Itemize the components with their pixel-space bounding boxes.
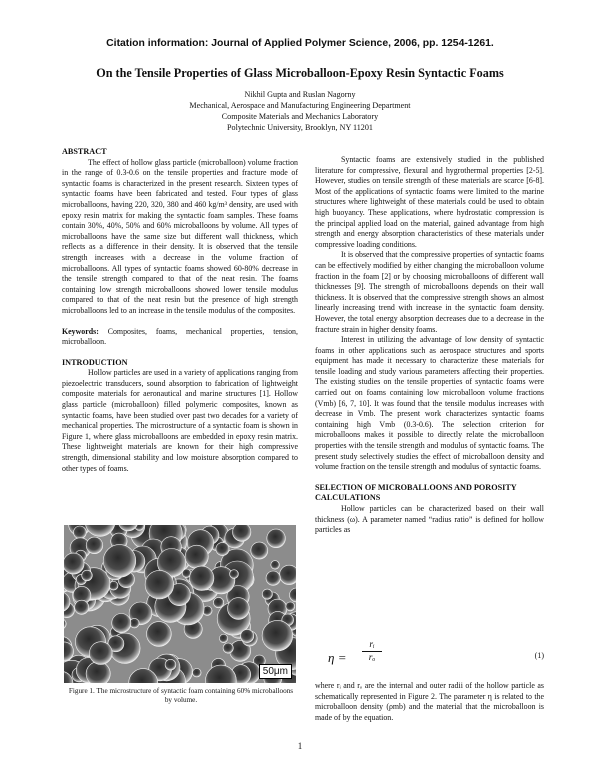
keywords [62,327,298,348]
abstract-heading: ABSTRACT [62,147,107,156]
microballoon-shape [112,614,131,633]
abstract-text: The effect of hollow glass particle (microballoon) volume fraction in the range of 0.3-0.6 on the tensile properties and fracture mode of syntactic foams is characterized in the present research. Sixteen types of syntactic foams have been fabricated and tested. Four types of glass microballoons, having 220, 320, 380 and 460 kg/m³ density, are used with epoxy resin matrix for making the syntactic foam samples. These foams contain 30%, 40%, 50% and 60% microballoons by volume. All types of microballoons have the same size but different wall thickness, which reflects as a difference in their density. It is observed that the tensile strength increases with a decrease in the volume fraction of microballoons. All types of syntactic foams showed 60-80% decrease in the tensile strength compared to that of the neat resin. The foams containing low strength microballoons showed lower tensile modulus compared to that of the neat resin but the presence of high strength microballoons led to an increase in the tensile modulus of the composites. [62,157,298,315]
paragraph-3: Interest in utilizing the advantage of low density of syntactic foams in other applications such as aerospace structures and sports equipment has made it necessary to characterize these materials for tensile loading and study various parameters affecting their properties. The existing studies on the tensile properties of syntactic foams were carried out on foams containing low microballoon volume fractions (Vmb) [6, 7, 10]. It was found that the tensile modulus increases with decrease in Vmb. The present work characterizes syntactic foams containing high Vmb (0.3-0.6). The selection criterion for microballoons makes it possible to directly relate the microballoon properties with the tensile strength and modulus of syntactic foams. The present study selectively studies the effect of microballoon density and volume fraction on the tensile strength and modulus of syntactic foams. [315,335,544,472]
equation-denominator: rₒ [368,653,376,663]
paragraph-4: Hollow particles can be characterized based on their wall thickness (ω). A parameter named “radius ratio” is defined for hollow particles as [315,504,544,535]
microballoon-shape [233,525,251,541]
microballoon-shape [109,581,118,590]
right-column [315,155,544,536]
microballoon-shape [165,659,176,670]
author-names: Nikhil Gupta and Ruslan Nagorny [244,90,356,99]
citation-line: Citation information: Journal of Applied Polymer Science, 2006, pp. 1254-1261. [106,38,494,49]
microballoon-shape [185,545,208,568]
keywords-text: Composites, foams, mechanical properties, tension, microballoon. [62,326,298,347]
equation-number: (1) [534,651,544,660]
equation-fraction [362,640,382,663]
microballoon-shape [280,565,297,584]
microballoon-shape [219,634,227,642]
microballoon-shape [228,598,250,620]
microballoon-shape [267,529,286,548]
microballoon-shape [74,526,87,539]
equation-numerator: rᵢ [369,640,375,650]
microballoon-shape [271,561,280,570]
right-column-continued [315,681,544,723]
microballoon-shape [147,622,172,647]
paragraph-1: Syntactic foams are extensively studied in the published literature for compressive, flexural and hygrothermal properties [2-5]. However, studies on tensile strength of these materials are scarce [6-8]. Most of the applications of syntactic foams were limited to the marine structures where lightweight of these materials could be used to obtain high buoyancy. These applications, where hydrostatic compression is the principal applied load on the material, gained advantage from high strength and energy absorption characteristics of these materials under compressive loading conditions. [315,155,544,249]
microballoon-shape [89,642,112,665]
microballoon-shape [82,570,93,581]
microballoon-shape [230,570,239,579]
selection-heading: SELECTION OF MICROBALLOONS AND POROSITY CALCULATIONS [315,482,517,503]
figure-1-caption: Figure 1. The microstructure of syntactic foam containing 60% microballoons by volume. [68,687,294,705]
microballoon-shape [223,643,233,653]
introduction-text: Hollow particles are used in a variety of applications ranging from piezoelectric transducers, sound absorption to fabrication of lightweight composite materials for aeronautical and marine structures [1]. Hollow glass particle (microballoon) filled polymeric composites, known as syntactic foams, have been studied over past two decades for a variety of mechanical properties. The microstructure of a syntactic foam is shown in Figure 1, where glass microballoons are embedded in epoxy resin matrix. These lightweight materials are known for their high compressive strength, dimensional stability and low moisture absorption compared to other types of foams. [62,368,298,473]
microballoon-shape [103,545,136,578]
author-block [0,89,600,133]
microballoon-shape [266,571,280,585]
microballoon-shape [75,600,89,614]
scale-bar-label: 50μm [259,664,292,679]
microballoon-shape [213,597,223,607]
microballoon-shape [286,602,295,611]
microballoon-shape [86,662,110,683]
paragraph-5: where rᵢ and rₒ are the internal and outer radii of the hollow particle as schematically represented in Figure 2. The parameter η is related to the microballoon density (ρmb) and the material that the microballoon is made of by the equation. [315,681,544,722]
microballoon-shape [193,668,202,677]
author-department: Mechanical, Aerospace and Manufacturing Engineering Department [189,101,411,110]
author-university: Polytechnic University, Brooklyn, NY 11201 [227,123,373,132]
equation-lhs: η = [328,650,347,665]
introduction-heading: INTRODUCTION [62,357,128,367]
microballoon-shape [262,620,293,651]
microballoon-shape [262,589,272,599]
microballoon-shape [251,542,268,559]
page-number: 1 [297,741,303,751]
microballoon-shape [86,537,103,554]
micrograph-image [64,525,296,683]
microballoon-shape [64,553,84,574]
paragraph-2: It is observed that the compressive properties of syntactic foams can be effectively modified by either changing the microballoon volume fraction in the foam [2] or by choosing microballoons of different wall thicknesses [9]. The strength of microballoons depends on their wall thickness. It is observed that the compressive strength shows an almost linearly increasing trend with increase in the syntactic foam density. However, the total energy absorption decreases due to a decrease in the fracture strain in higher density foams. [315,250,544,334]
microballoon-shape [241,629,254,642]
paper-title: On the Tensile Properties of Glass Microballoon-Epoxy Resin Syntactic Foams [96,66,504,80]
equation-1 [328,640,544,676]
microballoon-shape [190,566,214,590]
keywords-label: Keywords: [62,326,99,336]
left-column [62,147,298,474]
microballoon-shape [145,570,174,599]
author-lab: Composite Materials and Mechanics Laboratory [221,112,379,121]
figure-1-micrograph [64,525,296,683]
